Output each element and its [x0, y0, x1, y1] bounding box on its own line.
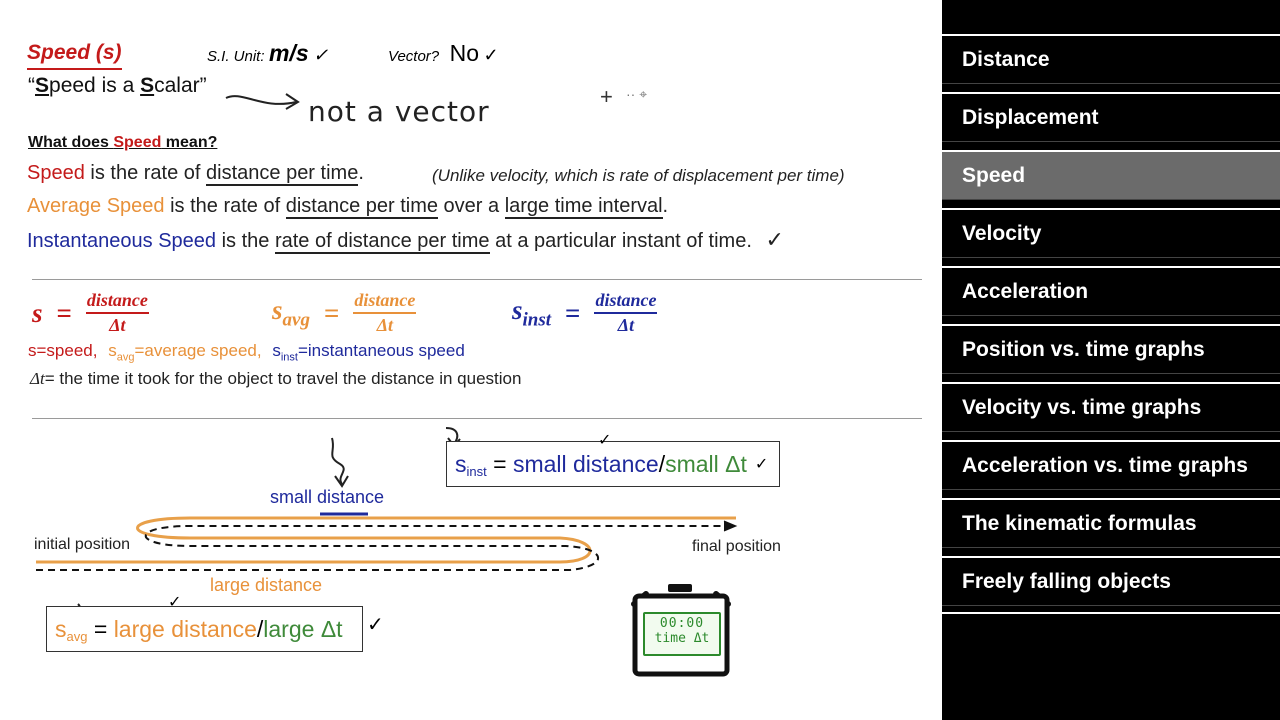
final-position-label: final position [692, 538, 781, 555]
formula-equals: = [323, 297, 340, 328]
sidebar-item-acceleration[interactable] [942, 266, 1280, 316]
vector-label: Vector? [388, 48, 440, 65]
legend-speed: s=speed, [28, 341, 98, 360]
speed-title [27, 41, 122, 70]
scalar-quote [28, 74, 207, 98]
avg-box-large-distance: large distance [113, 615, 257, 642]
quote-s1: S [35, 74, 50, 97]
si-unit-value: m/s [268, 40, 309, 66]
term-average-speed: Average Speed [27, 195, 165, 217]
formula-inst-symbol: s [512, 294, 523, 325]
legend-inst-symbol: s [272, 341, 281, 360]
large-distance-label: large distance [210, 575, 323, 595]
fraction [86, 290, 149, 336]
inst-box-sub: inst [466, 463, 487, 479]
sidebar-item-kinematic-formulas[interactable] [942, 498, 1280, 548]
formula-avg-sub: avg [282, 309, 310, 331]
sidebar-item-label: Acceleration [962, 279, 1089, 303]
sidebar-item-distance[interactable] [942, 34, 1280, 84]
sidebar-item-label: The kinematic formulas [962, 511, 1197, 535]
formula-equals: = [56, 297, 72, 328]
topic-sidebar [942, 0, 1280, 720]
delta-t-definition [30, 369, 521, 389]
definition-average-speed [27, 195, 668, 218]
formula-inst-sub: inst [522, 309, 552, 331]
sidebar-item-velocity-graphs[interactable] [942, 382, 1280, 432]
avg-box-slash: / [256, 615, 264, 642]
check-mark-icon: ✓ [313, 45, 329, 65]
speed-title-symbol: (s) [95, 41, 122, 64]
fraction-denominator: Δt [109, 315, 126, 335]
check-mark-icon: ✓ [483, 45, 499, 65]
avg-box-equals: = [87, 615, 114, 642]
sidebar-item-displacement[interactable] [942, 92, 1280, 142]
stopwatch-screen [643, 612, 721, 656]
small-distance-label: small distance [270, 487, 385, 507]
question-prefix: What does [28, 134, 114, 151]
formula-equals: = [565, 297, 581, 328]
cursor-dots-icon: ·· ⌖ [626, 86, 648, 102]
question-suffix: mean? [161, 134, 218, 151]
formula-avg-symbol: s [272, 294, 283, 325]
inst-box-symbol: s [455, 450, 467, 477]
legend-avg-sub: avg [116, 351, 135, 364]
term-speed: Speed [27, 162, 85, 184]
vector-question [388, 40, 499, 67]
fraction-numerator: distance [594, 290, 657, 314]
sidebar-item-speed[interactable] [942, 150, 1280, 200]
delta-t-symbol: Δt [30, 369, 45, 388]
speed-title-label: Speed [27, 41, 91, 64]
quote-mid2: calar” [154, 74, 207, 97]
vector-value: No [449, 40, 479, 66]
fraction-denominator: Δt [617, 315, 635, 335]
formula-speed [32, 290, 149, 336]
sidebar-item-freely-falling[interactable] [942, 556, 1280, 606]
fraction-numerator: distance [86, 290, 149, 314]
sidebar-item-position-graphs[interactable] [942, 324, 1280, 374]
term-instantaneous-speed: Instantaneous Speed [27, 230, 217, 252]
quote-mid1: peed is a [49, 74, 141, 97]
formula-instantaneous-speed [512, 290, 657, 336]
quote-s2: S [140, 74, 155, 97]
inst-box-slash: / [658, 450, 666, 477]
sidebar-item-label: Speed [962, 163, 1026, 187]
line2-a: is the rate of [164, 195, 286, 217]
check-mark-icon: ✓ [367, 614, 384, 636]
formula-average-speed [272, 290, 416, 336]
cursor-crosshair-icon: + [600, 84, 613, 109]
line3-a: is the [216, 230, 275, 252]
quote-open: “ [28, 74, 35, 97]
stopwatch-label: time Δt [654, 631, 710, 646]
inst-box-small-distance: small distance [512, 450, 659, 477]
legend-inst-text: =instantaneous speed [297, 341, 465, 360]
delta-t-text: = the time it took for the object to travel the distance in question [44, 369, 522, 388]
line2-b: distance per time [285, 195, 438, 217]
divider-bottom [32, 418, 922, 419]
annotation-arrow-icon [222, 86, 312, 116]
formula-speed-symbol: s [32, 297, 43, 328]
legend-inst-sub: inst [280, 351, 298, 364]
fraction [353, 290, 416, 336]
legend-avg-text: =average speed, [134, 341, 262, 360]
check-mark-icon: ✓ [765, 227, 784, 252]
sidebar-item-label: Freely falling objects [962, 569, 1171, 593]
avg-box-symbol: s [55, 615, 67, 642]
question-speed: Speed [113, 134, 162, 151]
fraction [594, 290, 657, 336]
avg-box-large-dt: large Δt [263, 615, 343, 642]
line1-c: . [358, 162, 364, 184]
line2-d: large time interval [504, 195, 663, 217]
meaning-question [28, 134, 217, 152]
check-mark-icon: ✓ [598, 432, 612, 449]
average-speed-box [46, 606, 363, 652]
inst-box-equals: = [486, 450, 513, 477]
line1-b: distance per time [206, 162, 359, 184]
sidebar-item-label: Distance [962, 47, 1050, 71]
definition-instantaneous-speed [27, 227, 784, 253]
divider-top [32, 279, 922, 280]
sidebar-item-label: Velocity vs. time graphs [962, 395, 1202, 419]
check-mark-icon: ✓ [168, 594, 182, 611]
avg-box-sub: avg [66, 628, 88, 644]
sidebar-bottom-rule [942, 612, 1280, 614]
sidebar-item-label: Velocity [962, 221, 1042, 245]
sidebar-item-label: Position vs. time graphs [962, 337, 1205, 361]
not-a-vector-note: not a vector [308, 95, 490, 128]
sidebar-item-label: Acceleration vs. time graphs [962, 453, 1248, 477]
stopwatch-display: 00:00 [659, 616, 705, 631]
legend-avg-symbol: s [108, 341, 117, 360]
line2-c: over a [438, 195, 505, 217]
fraction-numerator: distance [353, 290, 416, 314]
si-unit [207, 40, 328, 67]
instantaneous-speed-box [446, 441, 780, 487]
initial-position-label: initial position [34, 536, 131, 553]
inst-box-small-dt: small Δt [665, 450, 747, 477]
si-unit-label: S.I. Unit: [207, 48, 265, 65]
sidebar-item-label: Displacement [962, 105, 1099, 129]
definition-speed [27, 162, 364, 185]
line2-e: . [662, 195, 669, 217]
check-mark-icon: ✓ [754, 456, 769, 473]
definition-note: (Unlike velocity, which is rate of displacement per time) [432, 166, 845, 185]
fraction-denominator: Δt [376, 315, 393, 335]
sidebar-item-velocity[interactable] [942, 208, 1280, 258]
line1-a: is the rate of [84, 162, 207, 184]
line3-b: rate of distance per time [274, 230, 490, 252]
sidebar-item-acceleration-graphs[interactable] [942, 440, 1280, 490]
line3-c: at a particular instant of time. [489, 230, 752, 252]
formula-legend [28, 341, 465, 363]
